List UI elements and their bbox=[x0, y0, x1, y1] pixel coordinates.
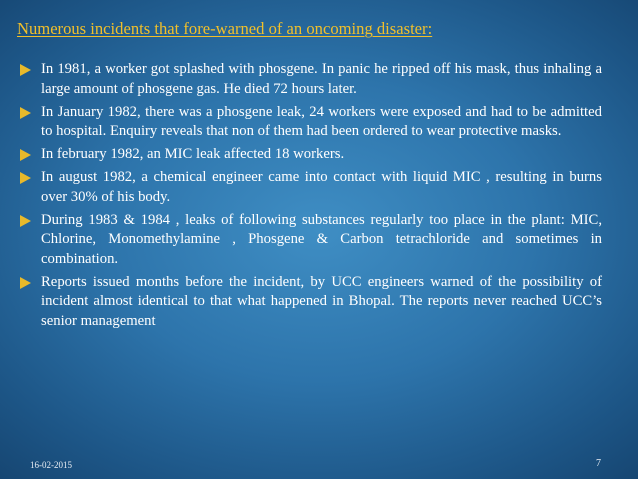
bullet-text: In february 1982, an MIC leak affected 18 workers. bbox=[41, 146, 345, 162]
arrow-bullet-icon bbox=[20, 172, 31, 184]
arrow-bullet-icon bbox=[20, 149, 31, 161]
arrow-bullet-icon bbox=[20, 107, 31, 119]
bullet-item bbox=[20, 211, 602, 270]
bullet-item bbox=[20, 168, 602, 207]
bullet-item bbox=[20, 60, 602, 99]
bullet-text: In 1981, a worker got splashed with phosgene. In panic he ripped off his mask, thus inhaling a large amount of phosgene gas. He died 72 hours later. bbox=[41, 61, 602, 97]
arrow-bullet-icon bbox=[20, 64, 31, 76]
arrow-bullet-icon bbox=[20, 277, 31, 289]
bullet-item bbox=[20, 103, 602, 142]
arrow-bullet-icon bbox=[20, 215, 31, 227]
bullet-text: Reports issued months before the incident, by UCC engineers warned of the possibility of incident almost identical to that what happened in Bhopal. The reports never reached UCC’s senior management bbox=[41, 273, 602, 329]
footer-date: 16-02-2015 bbox=[30, 460, 72, 470]
bullet-item bbox=[20, 145, 602, 165]
page-number: 7 bbox=[596, 458, 601, 469]
bullet-text: In august 1982, a chemical engineer came into contact with liquid MIC , resulting in burns over 30% of his body. bbox=[41, 169, 602, 205]
bullet-text: In January 1982, there was a phosgene leak, 24 workers were exposed and had to be admitted to hospital. Enquiry reveals that non of them had been ordered to wear protective masks. bbox=[41, 103, 602, 139]
bullet-item bbox=[20, 273, 602, 332]
bullet-text: During 1983 & 1984 , leaks of following substances regularly too place in the plant: MIC, Chlorine, Monomethylamine , Phosgene & Carbon tetrachloride and sometimes in combination. bbox=[41, 211, 602, 267]
slide-title: Numerous incidents that fore-warned of an oncoming disaster: bbox=[17, 19, 433, 38]
bullet-list bbox=[20, 60, 602, 335]
